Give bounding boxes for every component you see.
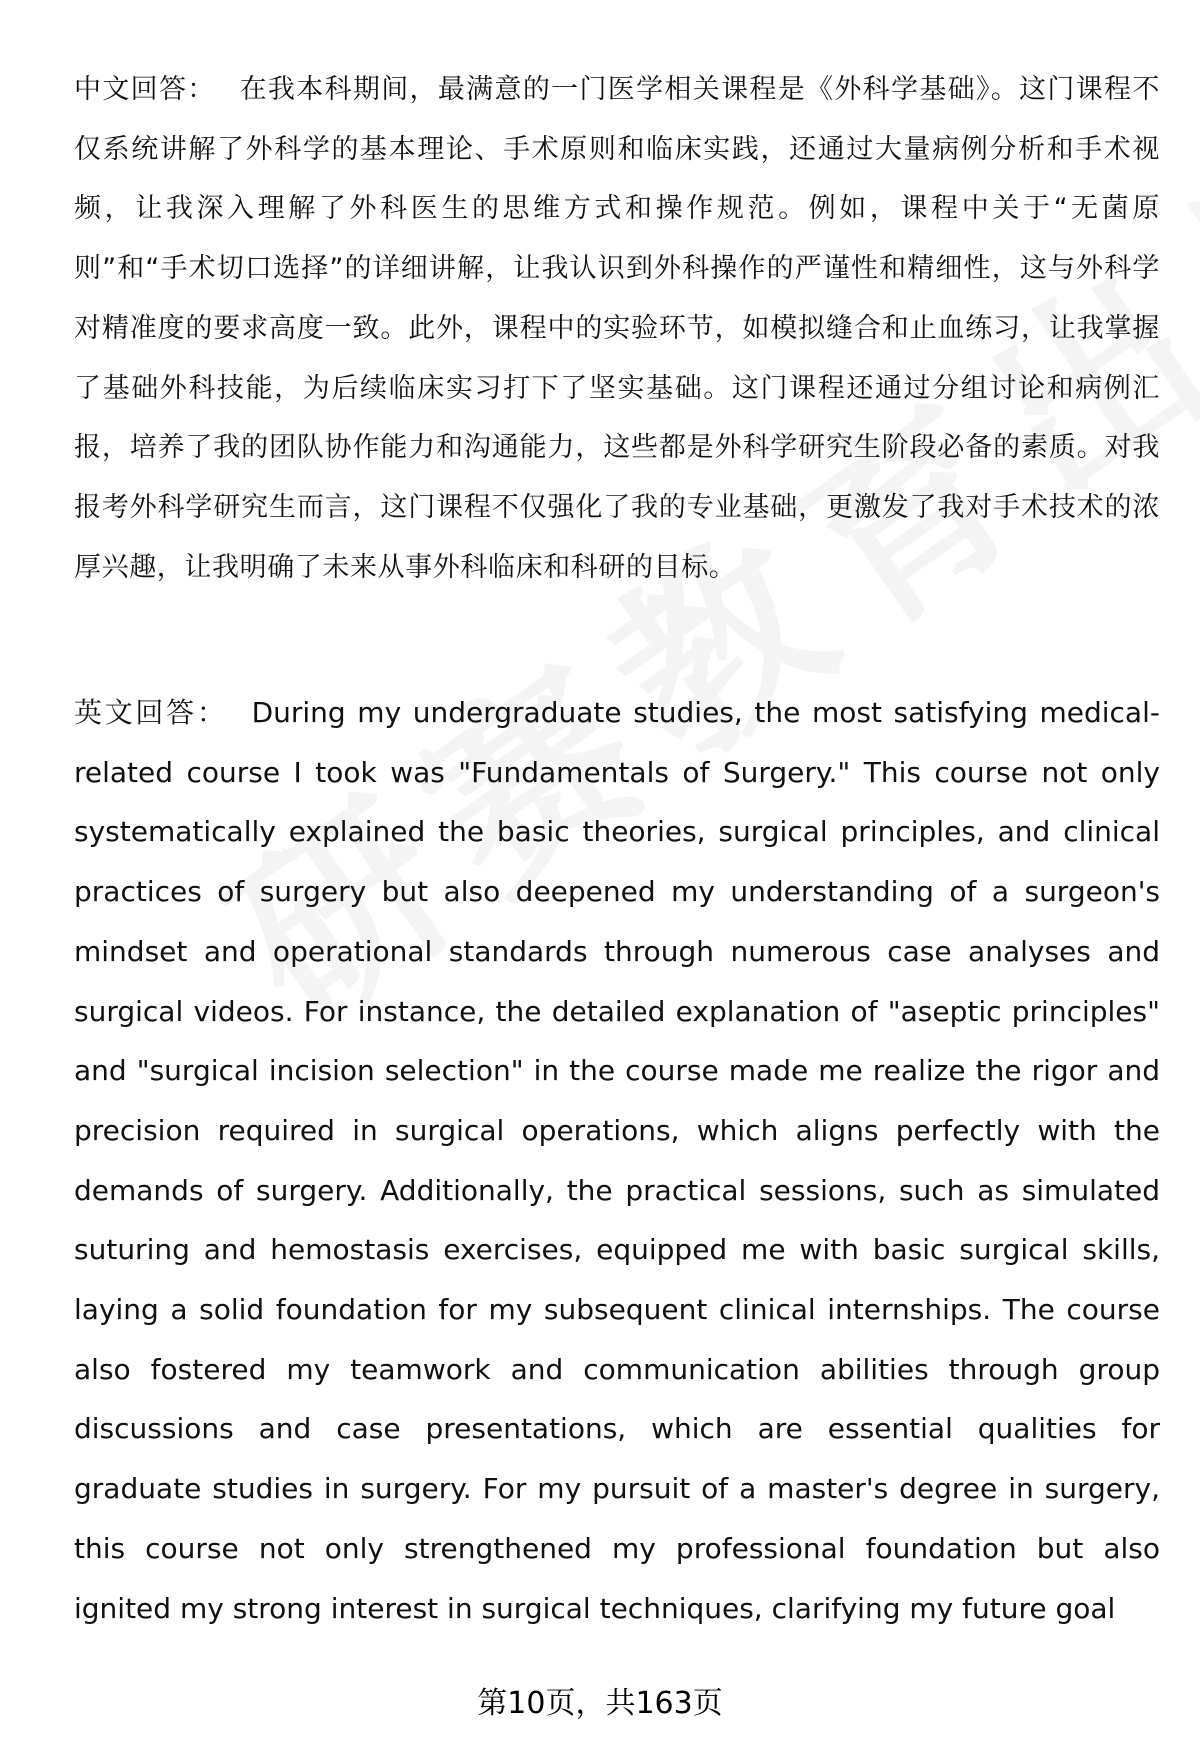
chinese-answer-paragraph	[74, 60, 1160, 597]
english-answer-text: During my undergraduate studies, the most satisfying medical-related course I took was "Fundamentals of Surgery." This course not only systematically explained the basic theories, surgical principles, and clinical practices of surgery but also deepened my understanding of a surgeon's mindset and operational standards through numerous case analyses and surgical videos. For instance, the detailed explanation of "aseptic principles" and "surgical incision selection" in the course made me realize the rigor and precision required in surgical operations, which aligns perfectly with the demands of surgery. Additionally, the practical sessions, such as simulated suturing and hemostasis exercises, equipped me with basic surgical skills, laying a solid foundation for my subsequent clinical internships. The course also fostered my teamwork and communication abilities through group discussions and case presentations, which are essential qualities for graduate studies in surgery. For my pursuit of a master's degree in surgery, this course not only strengthened my professional foundation but also ignited my strong interest in surgical techniques, clarifying my future goal	[74, 696, 1160, 1625]
chinese-answer-text: 在我本科期间，最满意的一门医学相关课程是《外科学基础》。这门课程不仅系统讲解了外科学的基本理论、手术原则和临床实践，还通过大量病例分析和手术视频，让我深入理解了外科医生的思维方式和操作规范。例如，课程中关于“无菌原则”和“手术切口选择”的详细讲解，让我认识到外科操作的严谨性和精细性，这与外科学对精准度的要求高度一致。此外，课程中的实验环节，如模拟缝合和止血练习，让我掌握了基础外科技能，为后续临床实习打下了坚实基础。这门课程还通过分组讨论和病例汇报，培养了我的团队协作能力和沟通能力，这些都是外科学研究生阶段必备的素质。对我报考外科学研究生而言，这门课程不仅强化了我的专业基础，更激发了我对手术技术的浓厚兴趣，让我明确了未来从事外科临床和科研的目标。	[74, 74, 1160, 583]
english-answer-label: 英文回答：	[74, 696, 228, 729]
page-number: 第10页，共163页	[477, 1686, 723, 1721]
english-answer-paragraph	[74, 683, 1160, 1638]
chinese-answer-label: 中文回答：	[74, 74, 216, 105]
